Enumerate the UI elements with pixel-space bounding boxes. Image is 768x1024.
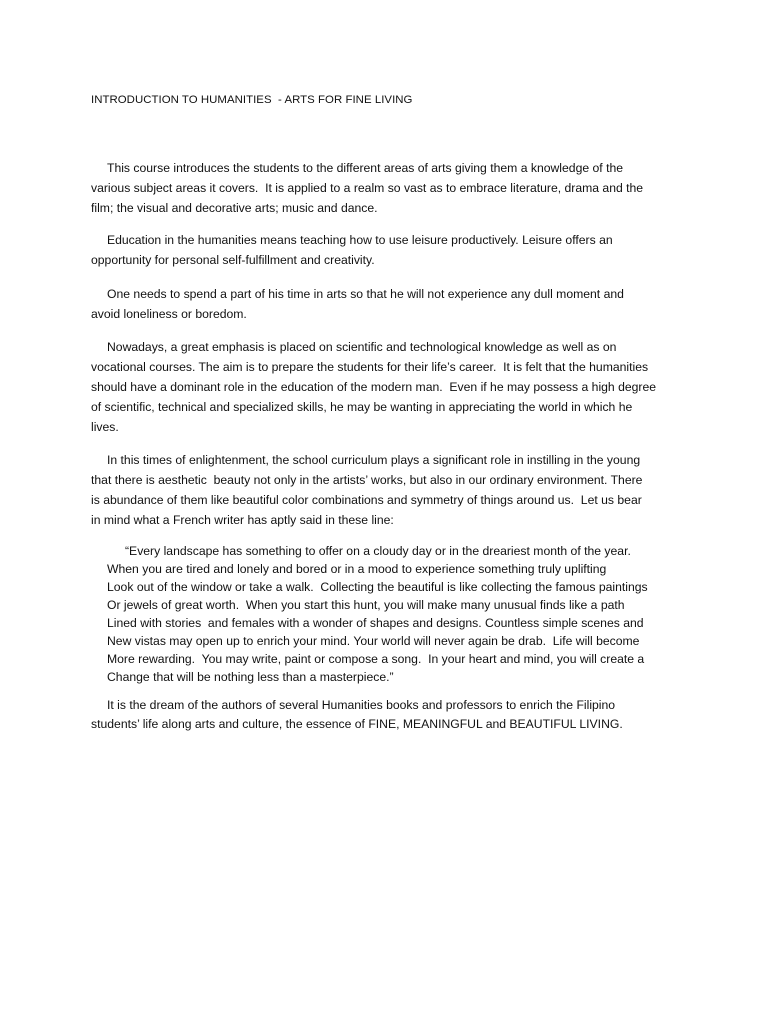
quote-line: “Every landscape has something to offer on a cloudy day or in the dreariest month of the year. (125, 544, 631, 558)
paragraph-line: of scientific, technical and specialized skills, he may be wanting in appreciating the world in which he (91, 400, 633, 414)
paragraph-line: Nowadays, a great emphasis is placed on scientific and technological knowledge as well as on (107, 340, 617, 354)
quote-line: New vistas may open up to enrich your mind. Your world will never again be drab. Life will become (107, 634, 640, 648)
paragraph-line: One needs to spend a part of his time in arts so that he will not experience any dull moment and (107, 287, 624, 301)
paragraph-course-intro (91, 158, 691, 218)
quote-line: Or jewels of great worth. When you start this hunt, you will make many unusual finds like a path (107, 598, 625, 612)
paragraph-line: Education in the humanities means teaching how to use leisure productively. Leisure offers an (107, 233, 613, 247)
paragraph-line: that there is aesthetic beauty not only in the artists’ works, but also in our ordinary environment. There (91, 473, 643, 487)
paragraph-line: avoid loneliness or boredom. (91, 307, 247, 321)
paragraph-line: in mind what a French writer has aptly said in these line: (91, 513, 394, 527)
paragraph-enlightenment (91, 450, 691, 530)
paragraph-line: In this times of enlightenment, the school curriculum plays a significant role in instilling in the young (107, 453, 641, 467)
paragraph-line: is abundance of them like beautiful color combinations and symmetry of things around us. Let us bear (91, 493, 642, 507)
paragraph-line: students’ life along arts and culture, the essence of FINE, MEANINGFUL and BEAUTIFUL LIVING. (91, 717, 623, 731)
french-writer-quote (107, 542, 648, 686)
paragraph-line: It is the dream of the authors of several Humanities books and professors to enrich the Filipino (107, 698, 616, 712)
paragraph-line: lives. (91, 420, 119, 434)
paragraph-line: This course introduces the students to the different areas of arts giving them a knowledge of the (107, 161, 624, 175)
quote-line: When you are tired and lonely and bored or in a mood to experience something truly uplifting (107, 562, 607, 576)
paragraph-education-leisure (91, 230, 691, 270)
paragraph-line: should have a dominant role in the education of the modern man. Even if he may possess a high degree (91, 380, 657, 394)
paragraph-line: opportunity for personal self-fulfillment and creativity. (91, 253, 375, 267)
paragraph-line: film; the visual and decorative arts; music and dance. (91, 201, 378, 215)
paragraph-line: various subject areas it covers. It is applied to a realm so vast as to embrace literature, drama and the (91, 181, 644, 195)
paragraph-line: vocational courses. The aim is to prepare the students for their life’s career. It is felt that the humanities (91, 360, 649, 374)
quote-line: More rewarding. You may write, paint or compose a song. In your heart and mind, you will create a (107, 652, 645, 666)
paragraph-scientific-emphasis (91, 337, 691, 437)
paragraph-closing (91, 696, 691, 734)
paragraph-time-in-arts (91, 284, 691, 324)
quote-line: Lined with stories and females with a wonder of shapes and designs. Countless simple scenes and (107, 616, 644, 630)
quote-line: Look out of the window or take a walk. Collecting the beautiful is like collecting the famous paintings (107, 580, 648, 594)
quote-line: Change that will be nothing less than a masterpiece.” (107, 670, 394, 684)
document-title: INTRODUCTION TO HUMANITIES - ARTS FOR FINE LIVING (91, 94, 413, 106)
